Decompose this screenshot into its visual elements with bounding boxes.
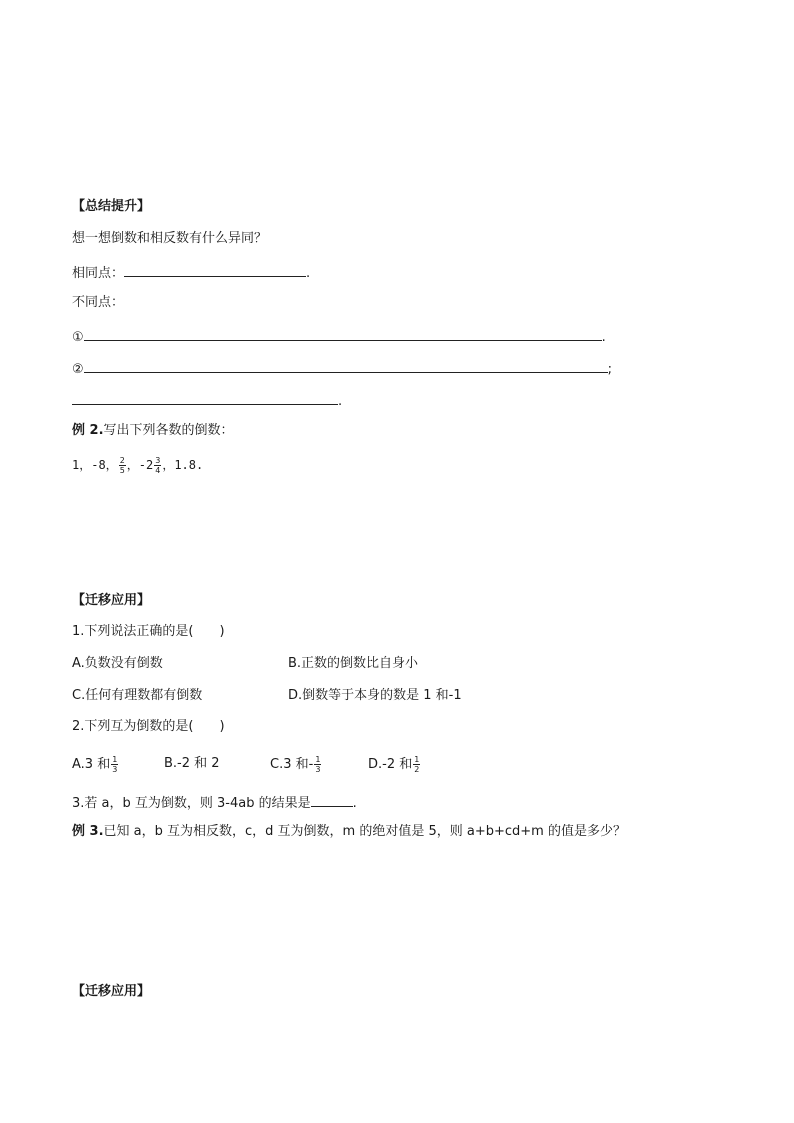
q2-option-a[interactable] (72, 755, 119, 774)
same-points-row (72, 262, 310, 283)
diff-item-1 (72, 326, 606, 347)
example2-numbers (72, 456, 203, 475)
fraction-denominator: 3 (315, 765, 321, 774)
fraction-denominator: 2 (414, 765, 420, 774)
diff-item-1-blank[interactable] (84, 326, 602, 341)
diff-points-label: 不同点： (72, 295, 125, 310)
q2-option-d-text: D.-2 和 (368, 757, 413, 772)
example2-label: 例 2. (72, 423, 104, 438)
fraction-numerator: 1 (315, 755, 321, 764)
example2-sep: ，-2 (126, 458, 154, 472)
fraction-1-2 (413, 755, 420, 774)
same-points-end: . (306, 266, 311, 281)
q2-option-a-text: A.3 和 (72, 757, 111, 772)
example2-text: 写出下列各数的倒数： (103, 423, 234, 438)
summary-question: 想一想倒数和相反数有什么异同？ (72, 231, 268, 246)
example2-prompt (72, 422, 234, 440)
transfer1-heading: 【迁移应用】 (72, 593, 151, 608)
fraction-denominator: 3 (112, 765, 118, 774)
diff-item-1-marker: ① (72, 330, 84, 345)
q1-option-d[interactable]: D.倒数等于本身的数是 1 和-1 (288, 688, 462, 703)
fraction-denominator: 4 (155, 466, 161, 475)
fraction-numerator: 2 (119, 456, 125, 465)
summary-heading: 【总结提升】 (72, 199, 151, 214)
q2-text: 2.下列互为倒数的是( ) (72, 719, 225, 734)
diff-item-3 (72, 390, 342, 411)
q1-option-c[interactable]: C.任何有理数都有倒数 (72, 688, 203, 703)
diff-item-3-end: . (338, 394, 343, 409)
q1-text: 1.下列说法正确的是( ) (72, 624, 225, 639)
fraction-1-3 (111, 755, 118, 774)
q3-row (72, 792, 357, 813)
same-points-blank[interactable] (124, 262, 306, 277)
fraction-2-5 (119, 456, 126, 475)
fraction-numerator: 1 (112, 755, 118, 764)
diff-item-2-blank[interactable] (84, 358, 608, 373)
fraction-1-3 (314, 755, 321, 774)
q1-option-b[interactable]: B.正数的倒数比自身小 (288, 656, 419, 671)
fraction-numerator: 3 (155, 456, 161, 465)
q2-option-b[interactable]: B.-2 和 2 (164, 756, 220, 771)
example2-tail: ，1.8. (162, 458, 204, 472)
transfer2-heading: 【迁移应用】 (72, 984, 151, 999)
same-points-label: 相同点： (72, 266, 125, 281)
example3-label: 例 3. (72, 824, 104, 839)
q2-option-c-text: C.3 和- (270, 757, 314, 772)
q2-option-c[interactable] (270, 755, 322, 774)
diff-item-2-end: ; (607, 362, 613, 377)
diff-item-1-end: . (601, 330, 606, 345)
example3-text: 已知 a，b 互为相反数，c，d 互为倒数，m 的绝对值是 5，则 a+b+cd+m 的值是多少？ (103, 824, 626, 839)
q3-answer-blank[interactable] (311, 792, 353, 807)
q3-text: 3.若 a，b 互为倒数，则 3-4ab 的结果是 (72, 796, 311, 811)
diff-item-2 (72, 358, 612, 379)
fraction-3-4 (154, 456, 161, 475)
diff-item-3-blank[interactable] (72, 390, 338, 405)
fraction-denominator: 5 (119, 466, 125, 475)
q3-end: . (352, 796, 357, 811)
q2-option-d[interactable] (368, 755, 421, 774)
q1-option-a[interactable]: A.负数没有倒数 (72, 656, 163, 671)
fraction-numerator: 1 (414, 755, 420, 764)
example2-num1: 1，-8， (72, 458, 118, 472)
diff-item-2-marker: ② (72, 362, 84, 377)
example3-prompt (72, 823, 626, 841)
